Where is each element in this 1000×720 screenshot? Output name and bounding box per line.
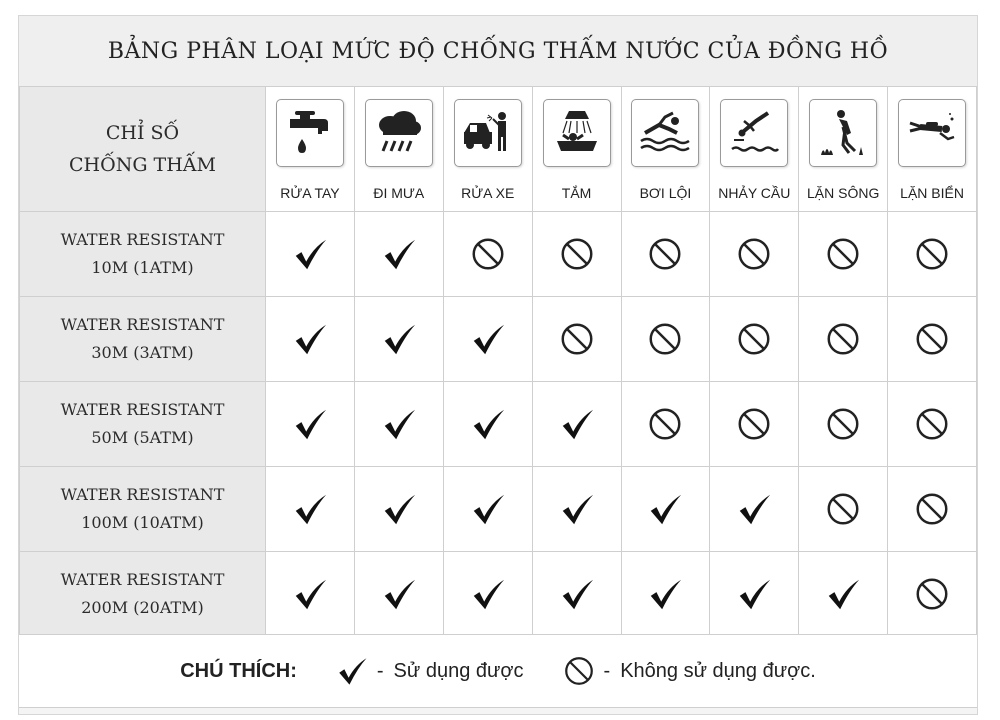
legend xyxy=(19,634,977,708)
check-icon xyxy=(646,490,684,528)
legend-no xyxy=(562,654,816,688)
cell-allowed xyxy=(266,212,355,297)
activity-icon-box xyxy=(543,99,611,167)
rating-label xyxy=(20,212,266,297)
cell-not-allowed xyxy=(799,297,888,382)
check-icon xyxy=(558,575,596,613)
cell-not-allowed xyxy=(532,297,621,382)
cell-not-allowed xyxy=(621,212,710,297)
activity-label: ĐI MƯA xyxy=(373,185,425,201)
rating-label-line1: WATER RESISTANT xyxy=(60,485,225,504)
prohibited-icon xyxy=(824,405,862,443)
rating-label-line2: 30M (3ATM) xyxy=(91,343,194,362)
cell-allowed xyxy=(354,297,443,382)
check-icon xyxy=(291,490,329,528)
check-icon xyxy=(735,575,773,613)
cell-not-allowed xyxy=(799,212,888,297)
rain-cloud-icon xyxy=(373,107,425,159)
cell-allowed xyxy=(710,552,799,637)
activity-header xyxy=(443,87,532,212)
activity-icon-box xyxy=(276,99,344,167)
prohibited-icon xyxy=(824,235,862,273)
activity-label: LẶN BIỂN xyxy=(900,185,964,201)
rating-label-line2: 100M (10ATM) xyxy=(81,513,204,532)
activity-label: RỬA XE xyxy=(461,185,515,201)
cell-not-allowed xyxy=(443,212,532,297)
legend-dash: - xyxy=(376,659,384,682)
river-diver-icon xyxy=(817,107,869,159)
water-resistance-chart xyxy=(18,15,978,715)
prohibited-icon xyxy=(562,654,596,688)
activity-icon-box xyxy=(898,99,966,167)
check-icon xyxy=(558,405,596,443)
activity-header xyxy=(532,87,621,212)
faucet-icon xyxy=(284,107,336,159)
cell-not-allowed xyxy=(888,212,977,297)
activity-label: RỬA TAY xyxy=(280,185,340,201)
activity-header xyxy=(710,87,799,212)
cell-not-allowed xyxy=(532,212,621,297)
cell-allowed xyxy=(532,467,621,552)
table-row xyxy=(20,212,977,297)
check-icon xyxy=(646,575,684,613)
cell-not-allowed xyxy=(888,467,977,552)
cell-allowed xyxy=(354,467,443,552)
rating-label-line1: WATER RESISTANT xyxy=(60,315,225,334)
scuba-diver-icon xyxy=(906,107,958,159)
table-header-row xyxy=(20,87,977,212)
activity-label: TẮM xyxy=(561,185,592,201)
prohibited-icon xyxy=(824,490,862,528)
legend-no-label: Không sử dụng được. xyxy=(620,659,816,682)
prohibited-icon xyxy=(646,235,684,273)
cell-allowed xyxy=(443,467,532,552)
check-icon xyxy=(335,654,369,688)
cell-not-allowed xyxy=(710,297,799,382)
cell-allowed xyxy=(354,552,443,637)
activity-header xyxy=(799,87,888,212)
rating-label-line1: WATER RESISTANT xyxy=(60,230,225,249)
swimmer-icon xyxy=(639,107,691,159)
cell-not-allowed xyxy=(888,382,977,467)
check-icon xyxy=(469,405,507,443)
cell-not-allowed xyxy=(710,382,799,467)
check-icon xyxy=(469,320,507,358)
activity-icon-box xyxy=(631,99,699,167)
table-row xyxy=(20,552,977,637)
cell-allowed xyxy=(354,382,443,467)
check-icon xyxy=(291,575,329,613)
check-icon xyxy=(291,235,329,273)
table-row xyxy=(20,297,977,382)
activity-header xyxy=(888,87,977,212)
rating-label xyxy=(20,382,266,467)
cell-allowed xyxy=(266,297,355,382)
prohibited-icon xyxy=(913,405,951,443)
legend-yes-label: Sử dụng được xyxy=(393,659,524,682)
table-row xyxy=(20,382,977,467)
activity-label: NHẢY CẦU xyxy=(718,185,791,201)
cell-allowed xyxy=(266,552,355,637)
check-icon xyxy=(469,490,507,528)
activity-label: LẶN SÔNG xyxy=(807,185,880,201)
table-row xyxy=(20,467,977,552)
cell-allowed xyxy=(443,382,532,467)
legend-title: CHÚ THÍCH: xyxy=(180,659,297,682)
cell-allowed xyxy=(621,552,710,637)
check-icon xyxy=(291,320,329,358)
check-icon xyxy=(735,490,773,528)
cell-not-allowed xyxy=(888,552,977,637)
activity-label: BƠI LỘI xyxy=(639,185,692,201)
activity-icon-box xyxy=(809,99,877,167)
rating-label-line1: WATER RESISTANT xyxy=(60,570,225,589)
activity-icon-box xyxy=(365,99,433,167)
prohibited-icon xyxy=(735,405,773,443)
prohibited-icon xyxy=(735,320,773,358)
cell-allowed xyxy=(621,467,710,552)
prohibited-icon xyxy=(824,320,862,358)
activity-header xyxy=(354,87,443,212)
cell-not-allowed xyxy=(621,297,710,382)
check-icon xyxy=(380,490,418,528)
prohibited-icon xyxy=(646,320,684,358)
prohibited-icon xyxy=(913,490,951,528)
cell-allowed xyxy=(532,382,621,467)
cell-allowed xyxy=(266,467,355,552)
check-icon xyxy=(380,405,418,443)
rating-label xyxy=(20,552,266,637)
legend-yes xyxy=(335,654,524,688)
prohibited-icon xyxy=(469,235,507,273)
prohibited-icon xyxy=(913,575,951,613)
activity-icon-box xyxy=(454,99,522,167)
check-icon xyxy=(380,575,418,613)
rating-label xyxy=(20,467,266,552)
cell-not-allowed xyxy=(799,467,888,552)
resistance-table xyxy=(19,86,977,637)
legend-dash: - xyxy=(603,659,611,682)
activity-header xyxy=(621,87,710,212)
cell-allowed xyxy=(354,212,443,297)
cell-not-allowed xyxy=(799,382,888,467)
rating-label-line1: WATER RESISTANT xyxy=(60,400,225,419)
table-body xyxy=(20,212,977,637)
header-label-line2: CHỐNG THẤM xyxy=(69,154,216,176)
activity-header xyxy=(266,87,355,212)
cell-allowed xyxy=(710,467,799,552)
prohibited-icon xyxy=(913,320,951,358)
prohibited-icon xyxy=(558,235,596,273)
cell-allowed xyxy=(532,552,621,637)
check-icon xyxy=(558,490,596,528)
prohibited-icon xyxy=(646,405,684,443)
rating-label-line2: 50M (5ATM) xyxy=(91,428,194,447)
prohibited-icon xyxy=(913,235,951,273)
check-icon xyxy=(380,235,418,273)
header-label-line1: CHỈ SỐ xyxy=(105,122,180,144)
prohibited-icon xyxy=(558,320,596,358)
diver-jump-icon xyxy=(728,107,780,159)
check-icon xyxy=(824,575,862,613)
cell-not-allowed xyxy=(888,297,977,382)
cell-not-allowed xyxy=(710,212,799,297)
cell-allowed xyxy=(799,552,888,637)
rating-label-line2: 200M (20ATM) xyxy=(81,598,204,617)
cell-allowed xyxy=(443,552,532,637)
shower-icon xyxy=(551,107,603,159)
check-icon xyxy=(291,405,329,443)
cell-allowed xyxy=(266,382,355,467)
page-title: BẢNG PHÂN LOẠI MỨC ĐỘ CHỐNG THẤM NƯỚC CỦA ĐỒNG HỒ xyxy=(19,16,977,87)
check-icon xyxy=(380,320,418,358)
cell-not-allowed xyxy=(621,382,710,467)
car-wash-icon xyxy=(462,107,514,159)
activity-icon-box xyxy=(720,99,788,167)
cell-allowed xyxy=(443,297,532,382)
check-icon xyxy=(469,575,507,613)
prohibited-icon xyxy=(735,235,773,273)
header-corner-label xyxy=(20,87,266,212)
rating-label xyxy=(20,297,266,382)
rating-label-line2: 10M (1ATM) xyxy=(91,258,194,277)
